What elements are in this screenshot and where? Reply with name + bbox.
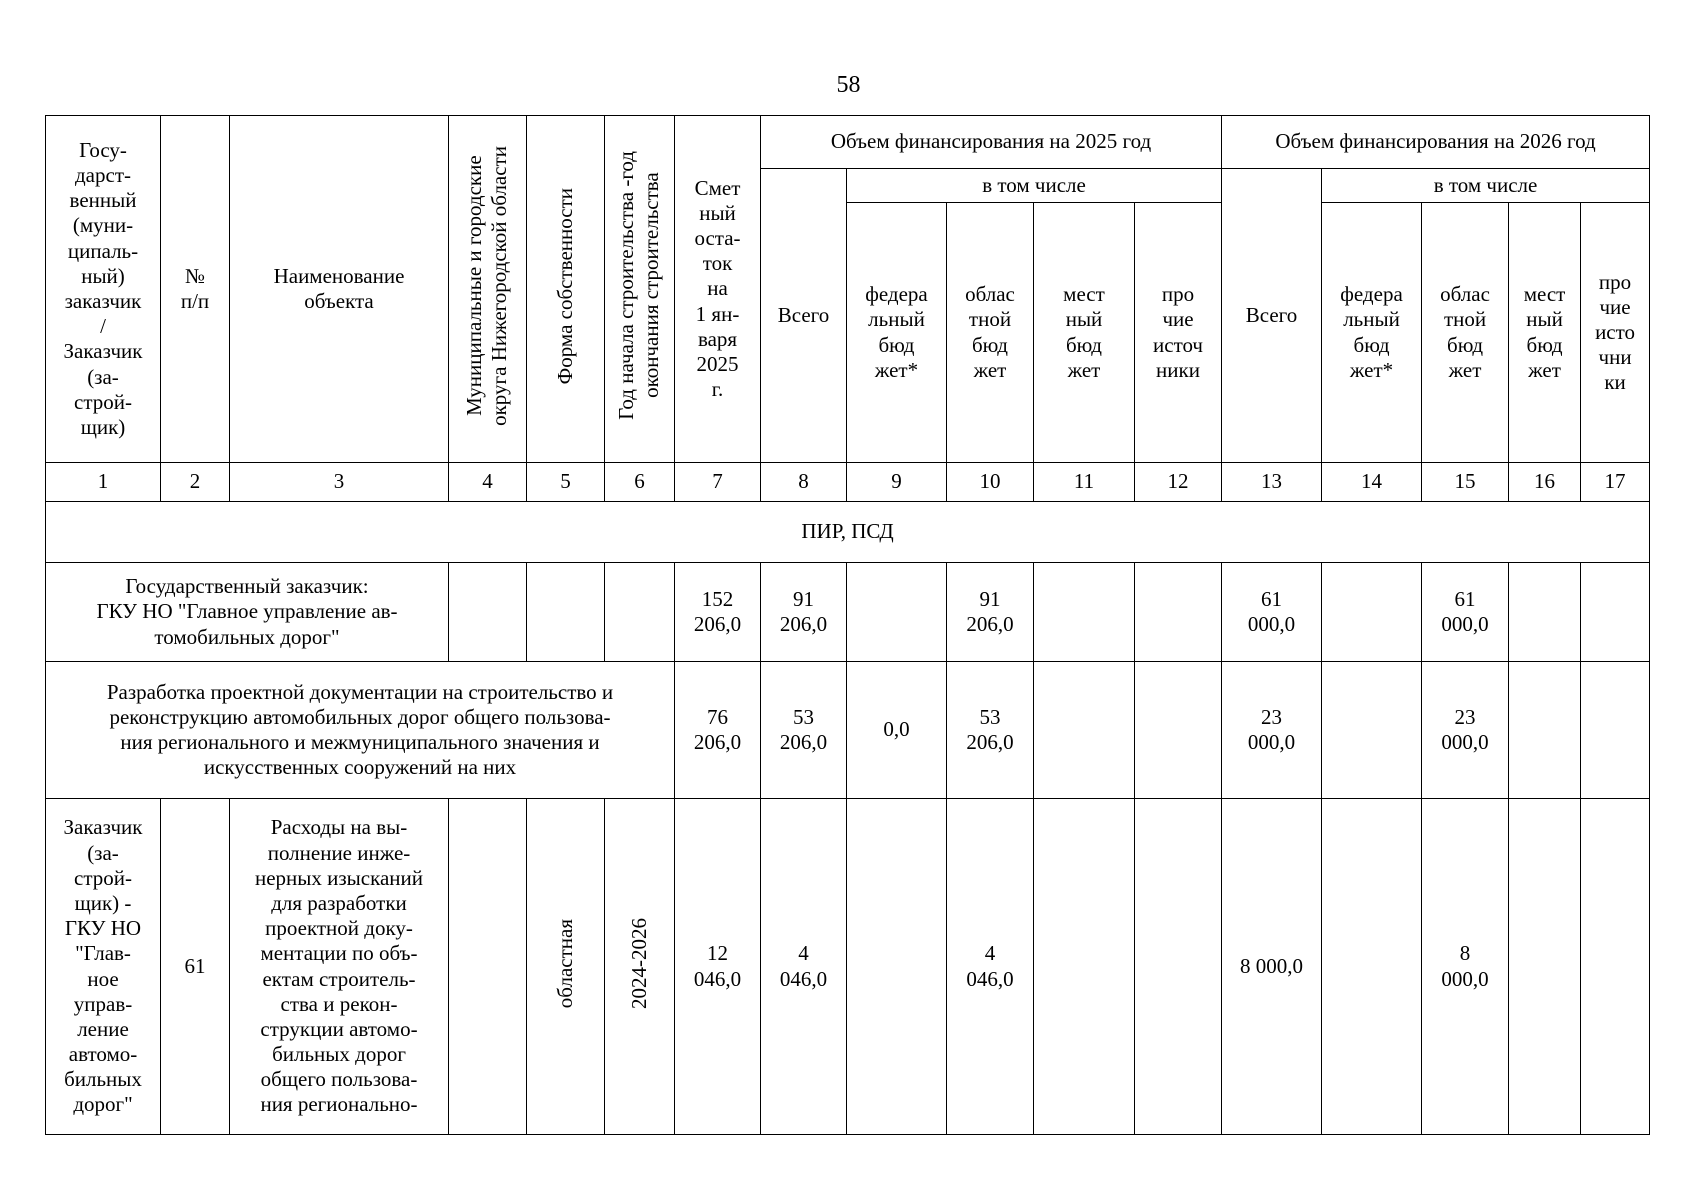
empty-cell (1034, 662, 1135, 799)
col-number: 7 (675, 463, 761, 502)
col-number: 14 (1322, 463, 1422, 502)
item-ownership: областная (552, 918, 577, 1008)
table-row (46, 662, 1650, 799)
empty-cell (1322, 662, 1422, 799)
header-federal-2026: федера льный бюд жет* (1322, 203, 1422, 463)
empty-cell (1581, 563, 1650, 662)
header-total-2026: Всего (1222, 169, 1322, 463)
gov-estimate: 152 206,0 (675, 563, 761, 662)
design-regional-2025: 53 206,0 (947, 662, 1034, 799)
empty-cell (847, 799, 947, 1135)
col-number: 2 (161, 463, 230, 502)
design-regional-2026: 23 000,0 (1422, 662, 1509, 799)
empty-cell (1034, 799, 1135, 1135)
header-years: Год начала строительства -год окончания строительства (614, 151, 664, 421)
col-number: 16 (1509, 463, 1581, 502)
design-federal-2025: 0,0 (847, 662, 947, 799)
design-estimate: 76 206,0 (675, 662, 761, 799)
header-local-2026: мест ный бюд жет (1509, 203, 1581, 463)
empty-cell (1135, 662, 1222, 799)
item-customer: Заказчик (за- строй- щик) - ГКУ НО "Глав- ное управ- ление автомо- бильных дорог" (46, 799, 161, 1135)
header-object-name: Наименование объекта (230, 116, 449, 463)
col-number: 4 (449, 463, 527, 502)
header-local-2025: мест ный бюд жет (1034, 203, 1135, 463)
item-years: 2024-2026 (626, 917, 651, 1009)
gov-total-2025: 91 206,0 (761, 563, 847, 662)
col-number: 15 (1422, 463, 1509, 502)
item-regional-2026: 8 000,0 (1422, 799, 1509, 1135)
header-federal-2025: федера льный бюд жет* (847, 203, 947, 463)
section-title: ПИР, ПСД (46, 502, 1650, 563)
empty-cell (1135, 563, 1222, 662)
financing-table (45, 115, 1650, 1135)
header-other-2025: про чие источ ники (1135, 203, 1222, 463)
header-fin-2026: Объем финансирования на 2026 год (1222, 116, 1650, 169)
col-number: 10 (947, 463, 1034, 502)
empty-cell (449, 563, 527, 662)
col-number: 12 (1135, 463, 1222, 502)
table-row (46, 563, 1650, 662)
gov-total-2026: 61 000,0 (1222, 563, 1322, 662)
col-number: 5 (527, 463, 605, 502)
empty-cell (1509, 662, 1581, 799)
empty-cell (1509, 563, 1581, 662)
header-municipal-cell (449, 116, 527, 463)
empty-cell (1034, 563, 1135, 662)
item-years-cell (605, 799, 675, 1135)
header-fin-2025: Объем финансирования на 2025 год (761, 116, 1222, 169)
item-total-2026: 8 000,0 (1222, 799, 1322, 1135)
item-ownership-cell (527, 799, 605, 1135)
item-regional-2025: 4 046,0 (947, 799, 1034, 1135)
item-number: 61 (161, 799, 230, 1135)
col-number: 11 (1034, 463, 1135, 502)
gov-regional-2026: 61 000,0 (1422, 563, 1509, 662)
header-ownership-cell (527, 116, 605, 463)
header-regional-2026: облас тной бюд жет (1422, 203, 1509, 463)
col-number: 9 (847, 463, 947, 502)
empty-cell (1322, 563, 1422, 662)
page-number: 58 (836, 72, 861, 98)
empty-cell (1581, 799, 1650, 1135)
header-estimate: Смет ный оста- ток на 1 ян- варя 2025 г. (675, 116, 761, 463)
item-total-2025: 4 046,0 (761, 799, 847, 1135)
col-number: 1 (46, 463, 161, 502)
item-name: Расходы на вы- полнение инже- нерных изысканий для разработки проектной доку- ментации по объ- ектам строитель- ства и рекон- струкции автомо- бильных дорог общего пользова- ния регионально- (230, 799, 449, 1135)
col-number: 8 (761, 463, 847, 502)
empty-cell (605, 563, 675, 662)
header-including-2026: в том числе (1322, 169, 1650, 203)
empty-cell (527, 563, 605, 662)
empty-cell (1135, 799, 1222, 1135)
col-number: 6 (605, 463, 675, 502)
design-total-2025: 53 206,0 (761, 662, 847, 799)
table-row (46, 799, 1650, 1135)
empty-cell (847, 563, 947, 662)
header-including-2025: в том числе (847, 169, 1222, 203)
header-years-cell (605, 116, 675, 463)
header-regional-2025: облас тной бюд жет (947, 203, 1034, 463)
header-customer: Госу- дарст- венный (муни- ципаль- ный) заказчик / Заказчик (за- строй- щик) (46, 116, 161, 463)
header-ownership: Форма собственности (552, 187, 577, 385)
empty-cell (1509, 799, 1581, 1135)
empty-cell (449, 799, 527, 1135)
col-number: 17 (1581, 463, 1650, 502)
col-number: 3 (230, 463, 449, 502)
item-estimate: 12 046,0 (675, 799, 761, 1135)
design-total-2026: 23 000,0 (1222, 662, 1322, 799)
header-number: № п/п (161, 116, 230, 463)
gov-customer-label: Государственный заказчик: ГКУ НО "Главное управление ав- томобильных дорог" (46, 563, 449, 662)
empty-cell (1322, 799, 1422, 1135)
col-number: 13 (1222, 463, 1322, 502)
design-label: Разработка проектной документации на строительство и реконструкцию автомобильных дорог общего пользова- ния регионального и межмуниципального значения и искусственных сооружений на них (46, 662, 675, 799)
empty-cell (1581, 662, 1650, 799)
gov-regional-2025: 91 206,0 (947, 563, 1034, 662)
header-municipal: Муниципальные и городские округа Нижегородской области (462, 145, 512, 426)
header-total-2025: Всего (761, 169, 847, 463)
header-other-2026: про чие исто чни ки (1581, 203, 1650, 463)
